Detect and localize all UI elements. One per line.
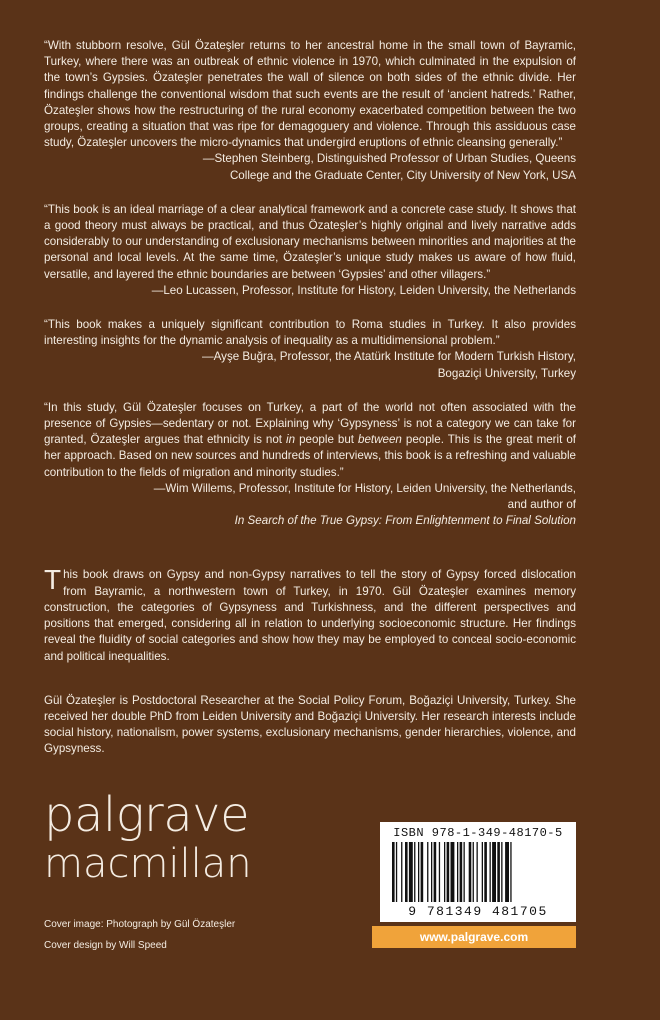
quote-attribution [44, 151, 576, 183]
book-title: In Search of the True Gypsy: From Enlightenment to Final Solution [234, 514, 576, 528]
attribution-line: Bogaziçi University, Turkey [437, 366, 576, 380]
quote-text-part: people. This is the great merit of her approach. Based on new sources and hundreds of interviews, this book is a refreshing and valuable contribution to the fields of migration and minority studies.” [44, 433, 577, 479]
quote-text: “This book makes a uniquely significant contribution to Roma studies in Turkey. It also provides interesting insights for the dynamic analysis of inequality as a multidimensional problem.” [44, 318, 576, 348]
isbn-barcode [380, 822, 576, 922]
attribution-prefix: and author of [507, 498, 576, 512]
cover-design-credit: Cover design by Will Speed [44, 940, 167, 951]
description-text: his book draws on Gypsy and non-Gypsy narratives to tell the story of Gypsy forced dislocation from Bayramic, a northwestern town of Turkey, in 1970. Gül Özateşler examines memory construction, the categories of Gypsyness and Turkishness, and the different perspectives and positions that emerged, considering all in relation to underlying socioeconomic structure. Her findings reveal the fluidity of social categories and show how they may be employed to conceal socio-economic and political inequalities. [44, 568, 576, 663]
quote-bugra [44, 317, 576, 382]
attribution-line: —Stephen Steinberg, Distinguished Professor of Urban Studies, Queens [202, 152, 576, 166]
quote-emphasis: in [286, 433, 296, 447]
quote-text-part: “In this study, Gül Özateşler focuses on Turkey, a part of the world not often associated with the presence of Gypsies—sedentary or not. Explaining why ‘Gypsyness’ is not a category we can take for granted, Özateşler argues that ethnicity is not [44, 400, 576, 447]
cover-credits [44, 914, 235, 956]
quote-attribution [44, 481, 576, 530]
attribution-line: College and the Graduate Center, City University of New York, USA [229, 168, 576, 182]
attribution-line [44, 497, 576, 529]
quote-willems [44, 400, 576, 530]
author-bio: Gül Özateşler is Postdoctoral Researcher at the Social Policy Forum, Boğaziçi University, Turkey. She received her double PhD from Leiden University and Boğaziçi University. Her research interests include social history, nationalism, power systems, exclusionary mechanisms, gender hierarchies, violence, and Gypsyness. [44, 693, 576, 756]
drop-cap: T [44, 564, 62, 596]
back-cover-text [44, 38, 576, 769]
book-description [44, 564, 576, 664]
quote-text: “With stubborn resolve, Gül Özateşler returns to her ancestral home in the small town of Bayramic, Turkey, where there was an outbreak of ethnic violence in 1970, which culminated in the expulsion of the town’s Gypsies. Özateşler penetrates the wall of silence on both sides of the ethnic divide. Her findings challenge the conventional wisdom that such events are the result of ‘ancient hatreds.’ Rather, Özateşler shows how the restructuring of the rural economy exacerbated competition between the two groups, creating a situation that was ripe for demagoguery and violence. Through this assiduous case study, Özateşler uncovers the micro-dynamics that undergird eruptions of ethnic cleansing generally.” [44, 39, 576, 150]
quote-text [44, 400, 576, 481]
publisher-url[interactable]: www.palgrave.com [372, 926, 576, 948]
quote-lucassen [44, 202, 576, 299]
barcode-digits: 9 781349 481705 [408, 904, 548, 919]
quote-attribution [44, 349, 576, 381]
logo-line-palgrave: palgrave [44, 787, 250, 843]
quote-text: “This book is an ideal marriage of a clear analytical framework and a concrete case study. It shows that a good theory must always be practical, and thus Özateşler’s highly original and lively narrative adds considerably to our understanding of exclusionary mechanisms between minorities and majorities at the personal and local levels. At the same time, Özateşler’s unique study makes us aware of how fluid, versatile, and layered the ethnic boundaries are between ‘Gypsies’ and other villagers.” [44, 202, 576, 281]
attribution-line: —Wim Willems, Professor, Institute for History, Leiden University, the Netherlands, [153, 481, 576, 495]
barcode-bars [392, 842, 564, 904]
attribution-line: —Ayşe Buğra, Professor, the Atatürk Institute for Modern Turkish History, [202, 350, 576, 364]
quote-steinberg [44, 38, 576, 184]
attribution-line: —Leo Lucassen, Professor, Institute for History, Leiden University, the Netherlands [151, 283, 576, 297]
cover-image-credit: Cover image: Photograph by Gül Özateşler [44, 919, 236, 930]
quote-text-part: people but [295, 433, 359, 447]
quote-emphasis: between [358, 433, 402, 447]
isbn-label: ISBN 978-1-349-48170-5 [393, 826, 563, 840]
logo-line-macmillan: macmillan [44, 841, 252, 887]
publisher-logo [44, 787, 252, 887]
quote-attribution [44, 283, 576, 299]
